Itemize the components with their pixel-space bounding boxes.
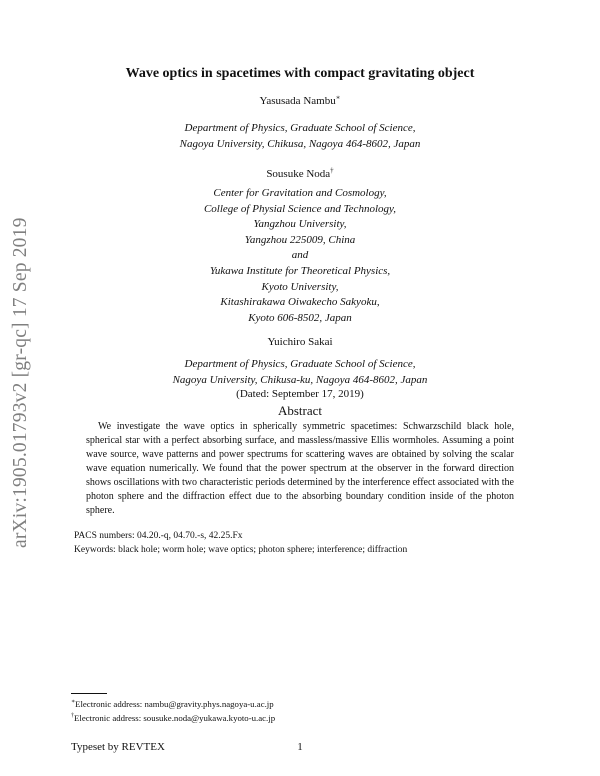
paper-title: Wave optics in spacetimes with compact gravitating object bbox=[125, 66, 475, 81]
abstract-body: We investigate the wave optics in spherically symmetric spacetimes: Schwarzschild black hole, spherical star with a perfect absorbing surface, and massless/massive Ellis wormholes. Assuming a point wave source, wave patterns and power spectrums for scattering waves are obtained by solving the scalar wave equation numerically. We found that the power spectrum at the observer in the forward direction shows oscillations with two characteristic periods determined by the interference effect associated with the photon sphere and the diffraction effect due to the absorbing boundary condition inside of the photon sphere. bbox=[86, 421, 514, 516]
typeset-by: Typeset by REVTEX bbox=[71, 741, 165, 753]
footnote-text: Electronic address: nambu@gravity.phys.nagoya-u.ac.jp bbox=[75, 699, 274, 709]
author-3 bbox=[70, 336, 530, 348]
affiliation-line: Yangzhou 225009, China bbox=[244, 233, 356, 246]
author-name: Yasusada Nambu bbox=[259, 95, 336, 107]
page-number: 1 bbox=[297, 741, 303, 753]
keywords: Keywords: black hole; worm hole; wave optics; photon sphere; interference; diffraction bbox=[74, 545, 408, 555]
footnote-2 bbox=[71, 713, 275, 723]
affiliation-line: Kitashirakawa Oiwakecho Sakyoku, bbox=[220, 296, 380, 309]
footnote-mark: ∗ bbox=[71, 699, 76, 706]
footnote-mark: † bbox=[330, 166, 334, 175]
footnote-mark: † bbox=[71, 713, 74, 720]
pacs-numbers: PACS numbers: 04.20.-q, 04.70.-s, 42.25.Fx bbox=[74, 531, 243, 541]
affiliation-line: Department of Physics, Graduate School of Science, bbox=[184, 358, 416, 370]
affiliation-3 bbox=[70, 357, 530, 388]
abstract-heading: Abstract bbox=[277, 403, 323, 418]
affiliation-line: College of Physial Science and Technology, bbox=[203, 202, 397, 215]
affiliation-1 bbox=[70, 121, 530, 152]
footnote-mark: ∗ bbox=[335, 93, 341, 102]
affiliation-line: Yangzhou University, bbox=[253, 218, 347, 231]
author-name: Sousuke Noda bbox=[266, 168, 331, 180]
arxiv-stamp: arXiv:1905.01793v2 [gr-qc] 17 Sep 2019 bbox=[10, 217, 31, 548]
dated-line: (Dated: September 17, 2019) bbox=[236, 388, 364, 400]
author-2 bbox=[70, 168, 530, 180]
footnote-1 bbox=[71, 699, 274, 709]
affiliation-line: Kyoto University, bbox=[261, 280, 339, 293]
affiliation-line: and bbox=[291, 249, 309, 262]
affiliation-2 bbox=[70, 186, 530, 326]
affiliation-line: Kyoto 606-8502, Japan bbox=[248, 311, 352, 324]
affiliation-line: Nagoya University, Chikusa, Nagoya 464-8602, Japan bbox=[179, 137, 421, 150]
affiliation-line: Center for Gravitation and Cosmology, bbox=[213, 187, 387, 199]
footnote-text: Electronic address: sousuke.noda@yukawa.kyoto-u.ac.jp bbox=[74, 713, 276, 723]
author-name: Yuichiro Sakai bbox=[267, 336, 333, 348]
affiliation-line: Yukawa Institute for Theoretical Physics, bbox=[209, 264, 391, 277]
affiliation-line: Nagoya University, Chikusa-ku, Nagoya 464-8602, Japan bbox=[172, 373, 428, 386]
author-1 bbox=[70, 95, 530, 107]
footnote-rule bbox=[71, 693, 107, 694]
affiliation-line: Department of Physics, Graduate School of Science, bbox=[184, 122, 416, 134]
